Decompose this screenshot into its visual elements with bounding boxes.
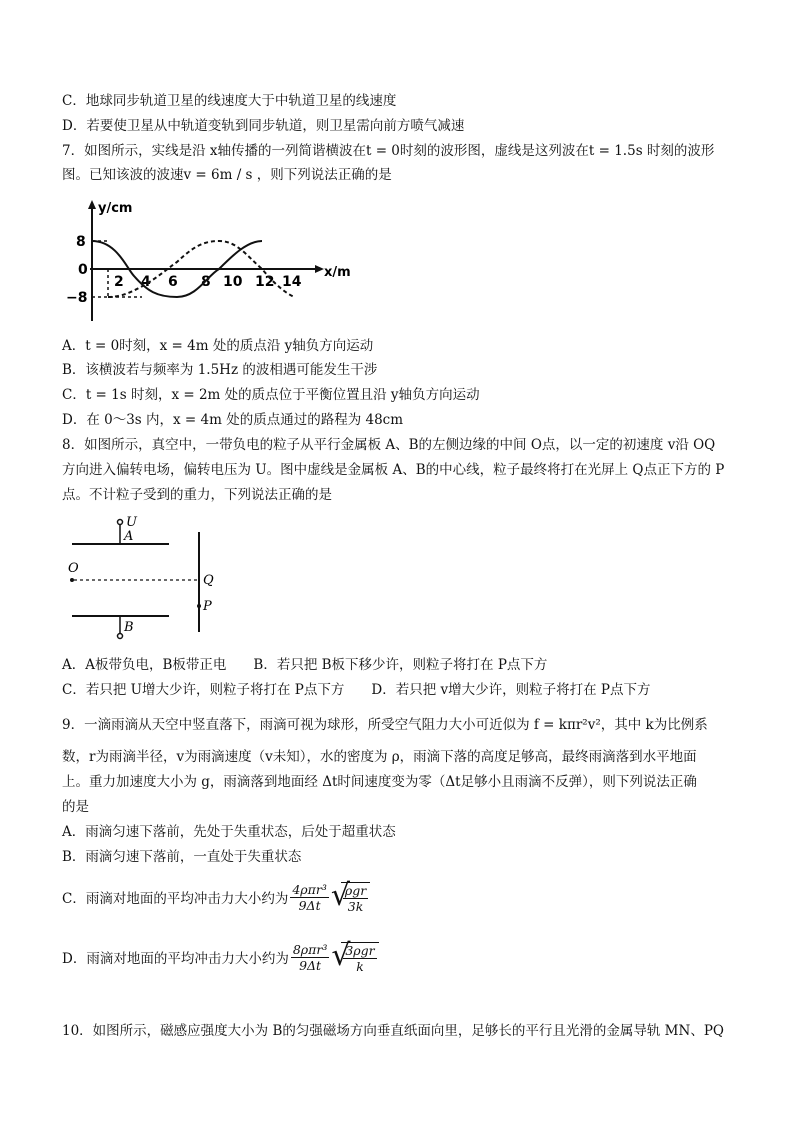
fraction-numerator: 4ρπr³	[292, 881, 327, 897]
option-7d: D．在 0～3s 内，x = 4m 处的质点通过的路程为 48cm	[62, 412, 404, 428]
y-tick-0: 0	[78, 262, 88, 278]
fraction-denominator: 9Δt	[299, 957, 322, 973]
label-A: A	[124, 529, 134, 544]
label-Q: Q	[203, 573, 214, 588]
options-8ab: A．A板带负电，B板带正电 B．若只把 B板下移少许，则粒子将打在 P点下方	[62, 657, 548, 673]
x-tick: 14	[282, 274, 302, 290]
fraction-numerator: ρgr	[344, 883, 367, 898]
text-line: 上。重力加速度大小为 g，雨滴落到地面经 Δt时间速度变为零（Δt足够小且雨滴不反弹），则下列说法正确	[62, 774, 697, 790]
options-8cd: C．若只把 U增大少许，则粒子将打在 P点下方 D．若只把 v增大少许，则粒子将打在 P点下方	[62, 682, 651, 698]
x-tick: 12	[255, 274, 275, 290]
label-O: O	[68, 561, 79, 576]
text-line: 方向进入偏转电场，偏转电压为 U。图中虚线是金属板 A、B的中心线，粒子最终将打在光屏上 Q点正下方的 P	[62, 462, 725, 478]
y-tick-neg8: −8	[66, 290, 88, 306]
x-tick: 2	[114, 274, 124, 290]
option-7b: B．该横波若与频率为 1.5Hz 的波相遇可能发生干涉	[62, 362, 378, 378]
option-7a: A．t = 0时刻，x = 4m 处的质点沿 y轴负方向运动	[62, 338, 374, 354]
x-axis-label: x/m	[324, 265, 351, 280]
text-line: 点。不计粒子受到的重力，下列说法正确的是	[62, 487, 332, 503]
text-line: 的是	[62, 799, 89, 815]
wave-figure	[62, 196, 352, 326]
x-tick: 4	[141, 274, 151, 290]
option-9d	[62, 940, 379, 974]
fraction-denominator: 9Δt	[298, 897, 321, 913]
plates-figure	[62, 512, 232, 642]
x-tick: 8	[201, 274, 211, 290]
label-U: U	[126, 515, 137, 530]
question-7: 7．如图所示，实线是沿 x轴传播的一列简谐横波在t = 0时刻的波形图，虚线是这列波在t = 1.5s 时刻的波形	[62, 143, 715, 159]
option-9d-text: D．雨滴对地面的平均冲击力大小约为	[62, 951, 289, 967]
square-root: √ $\frac{\text{ρgr}}{3k}$	[331, 880, 370, 914]
option-7c: C．t = 1s 时刻，x = 2m 处的质点位于平衡位置且沿 y轴负方向运动	[62, 387, 480, 403]
text-line: D．若要使卫星从中轨道变轨到同步轨道，则卫星需向前方喷气减速	[62, 118, 465, 134]
y-tick-8: 8	[76, 234, 86, 250]
fraction	[290, 882, 329, 913]
option-9a: A．雨滴匀速下落前，先处于失重状态，后处于超重状态	[62, 824, 396, 840]
square-root: √ $\frac{\text{3ρgr}}{k}$	[331, 940, 378, 974]
fraction-denominator: k	[356, 959, 364, 974]
label-B: B	[124, 620, 134, 635]
question-8: 8．如图所示，真空中，一带负电的粒子从平行金属板 A、B的左侧边缘的中间 O点，以一定的初速度 v沿 OQ	[62, 437, 716, 453]
fraction	[291, 942, 330, 973]
label-P: P	[203, 599, 212, 614]
fraction-denominator: 3k	[347, 899, 364, 914]
text-line: 图。已知该波的波速v = 6m / s ，则下列说法正确的是	[62, 167, 392, 183]
option-9c-text: C．雨滴对地面的平均冲击力大小约为	[62, 891, 289, 907]
option-9c	[62, 880, 370, 914]
x-tick: 6	[168, 274, 178, 290]
fraction-numerator: 3ρgr	[345, 943, 375, 958]
x-tick: 10	[223, 274, 243, 290]
y-axis-label: y/cm	[98, 201, 133, 216]
question-9: 9．一滴雨滴从天空中竖直落下，雨滴可视为球形，所受空气阻力大小可近似为 f = kπr²v²，其中 k为比例系	[62, 717, 708, 733]
fraction-numerator: 8ρπr³	[292, 941, 328, 957]
text-line: 数，r为雨滴半径，v为雨滴速度（v未知），水的密度为 ρ，雨滴下落的高度足够高，最终雨滴落到水平地面	[62, 749, 697, 765]
question-10: 10．如图所示，磁感应强度大小为 B的匀强磁场方向垂直纸面向里，足够长的平行且光滑的金属导轨 MN、PQ	[62, 1023, 724, 1039]
option-9b: B．雨滴匀速下落前，一直处于失重状态	[62, 849, 302, 865]
text-line: C．地球同步轨道卫星的线速度大于中轨道卫星的线速度	[62, 93, 397, 109]
